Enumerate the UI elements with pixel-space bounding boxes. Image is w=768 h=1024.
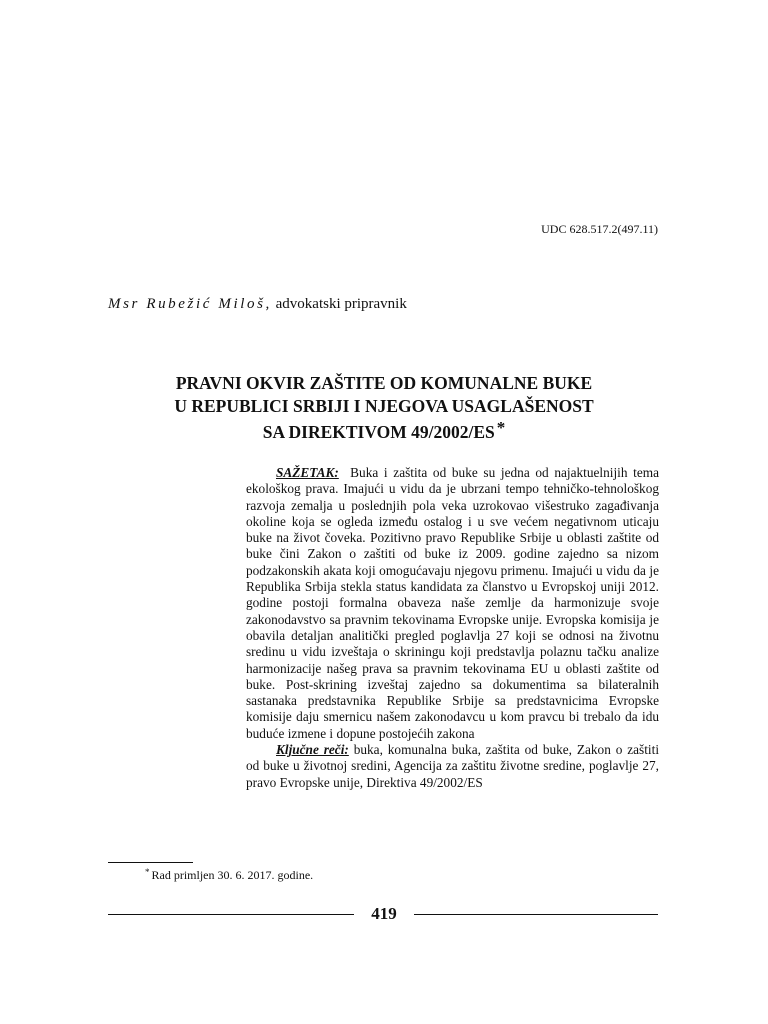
title-line-1: PRAVNI OKVIR ZAŠTITE OD KOMUNALNE BUKE — [175, 373, 593, 393]
article-title — [108, 372, 660, 444]
footnote-text: Rad primljen 30. 6. 2017. godine. — [151, 868, 314, 882]
page-rule-left — [108, 914, 354, 915]
title-line-3 — [108, 417, 660, 444]
title-line-3-text: SA DIREKTIVOM 49/2002/ES — [262, 422, 495, 442]
title-line-2: U REPUBLICI SRBIJI I NJEGOVA USAGLAŠENOST — [174, 395, 594, 416]
keywords-paragraph — [246, 742, 659, 791]
page-rule-right — [414, 914, 658, 915]
author-role: advokatski pripravnik — [275, 296, 407, 312]
author-line — [108, 296, 407, 313]
udc-code: UDC 628.517.2(497.11) — [541, 222, 658, 236]
keywords-text: buka, komunalna buka, zaštita od buke, Zakon o zaštiti od buke u životnoj sredini, Agencija za zaštitu životne sredine, poglavlje 27, pravo Evropske unije, Direktiva 49/2002/ES — [246, 742, 660, 790]
author-name: Msr Rubežić Miloš, — [108, 296, 272, 312]
page-number: 419 — [371, 904, 397, 923]
abstract-block — [246, 465, 659, 791]
title-footnote-mark: * — [496, 418, 506, 437]
footnote-mark: * — [145, 867, 150, 877]
abstract-text: Buka i zaštita od buke su jedna od najaktuelnijih tema ekološkog prava. Imajući u vidu da je ubrzani tempo tehničko-tehnološkog razvoja zemalja u poslednjih pola veka uzrokovao višestruko zagađivanja okoline koja se ogleda između ostalog i u sve većem negativnom uticaju buke na život čoveka. Pozitivno pravo Republike Srbije u oblasti zaštite od buke čini Zakon o zaštiti od buke iz 2009. godine zajedno sa nizom podzakonskih akata koji omogućavaju njegovu primenu. Imajući u vidu da je Republika Srbija stekla status kandidata za članstvo u Evropskoj uniji 2012. godine postoji formalna obaveza naše zemlje da harmonizuje svoje zakonodavstvo sa pravnim tekovinama Evropske unije. Evropska komisija je obavila detaljan analitički pregled poglavlja 27 koji se odnosi na životnu sredinu u vidu izveštaja o skriningu koji predstavlja polaznu tačku analize harmonizacije našeg prava sa pravnim tekovinama EU u oblasti zaštite od buke. Post-skrining izveštaj zajedno sa dokumentima sa bilateralnih sastanaka predstavnika Republike Srbije sa predstavnicima Evropske komisije daju smernicu našem zakonodavcu u kom pravcu bi trebalo da idu buduće izmene i dopune postojećih zakona — [246, 465, 659, 741]
abstract-paragraph — [246, 465, 659, 742]
footnote — [145, 867, 313, 883]
keywords-label: Ključne reči: — [276, 742, 349, 758]
abstract-label: SAŽETAK: — [276, 465, 339, 480]
footnote-divider — [108, 862, 193, 863]
